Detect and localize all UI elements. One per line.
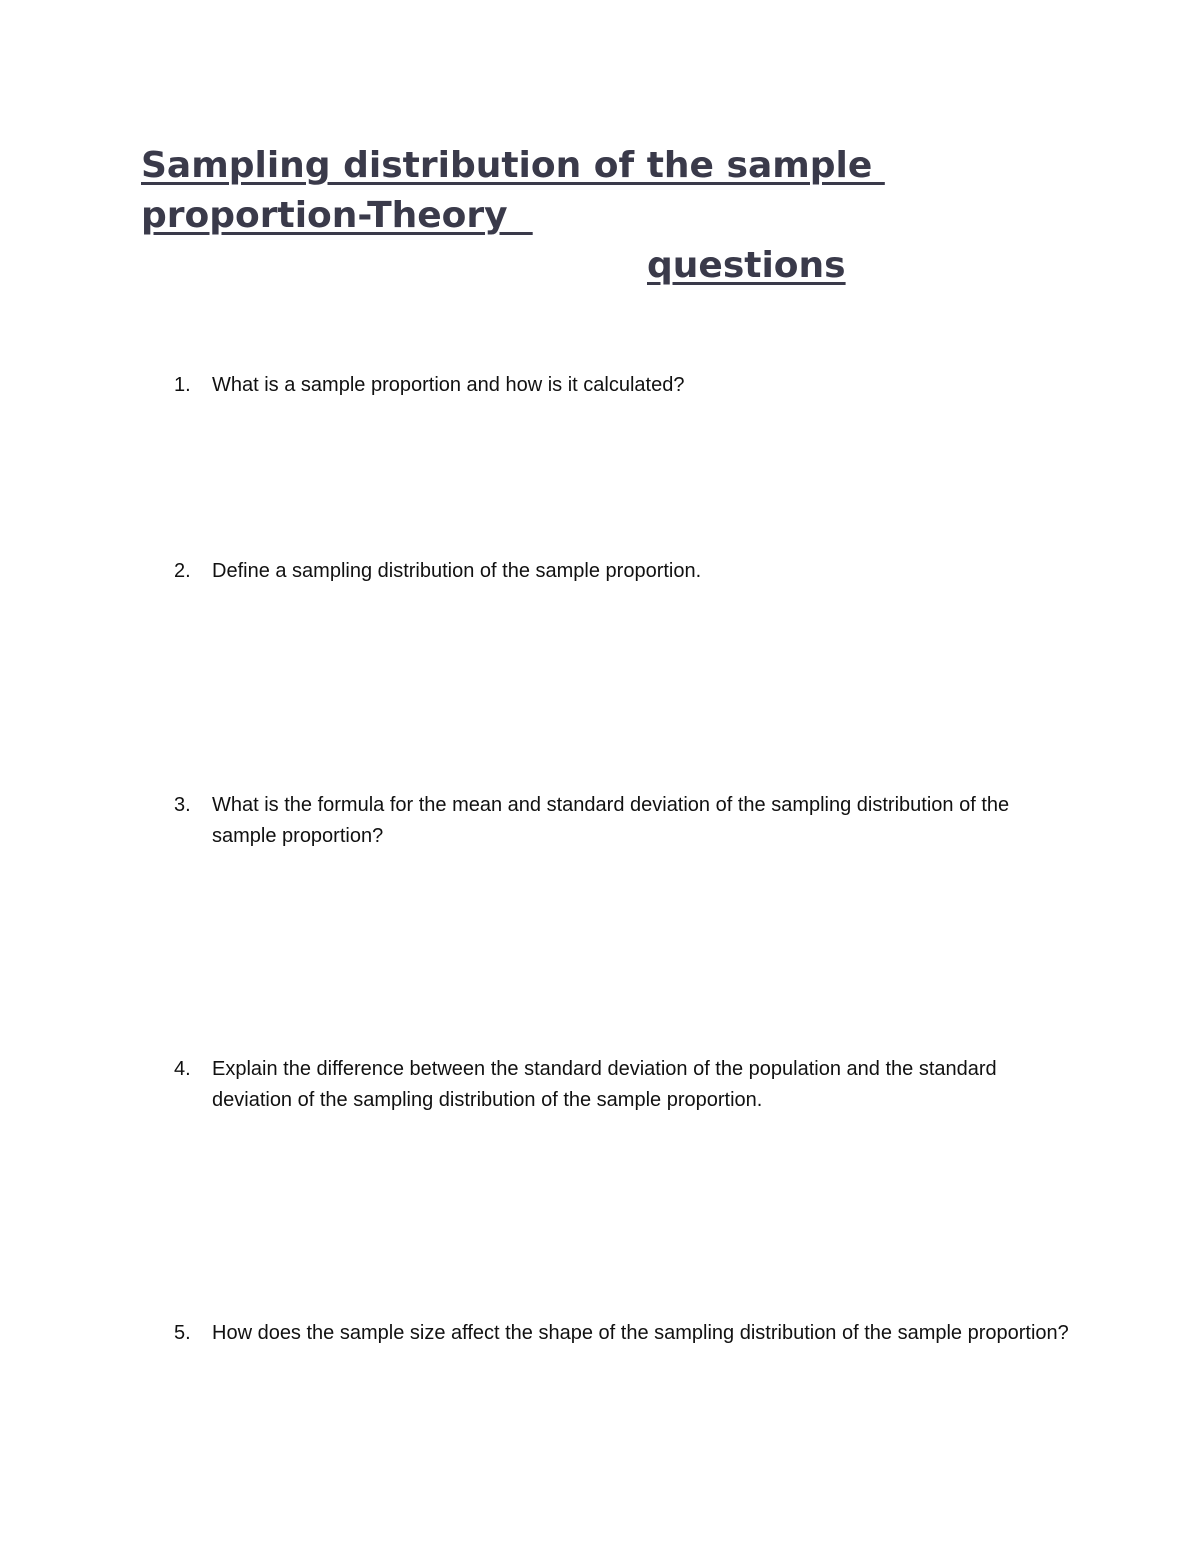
document-title-line-1: Sampling distribution of the sample (141, 145, 885, 186)
document-title-line-2: proportion-Theory (141, 195, 533, 236)
question-item-4 (174, 1054, 1074, 1116)
question-item-5 (174, 1318, 1074, 1349)
question-number: 1. (174, 374, 191, 396)
question-text: Define a sampling distribution of the sample proportion. (212, 560, 702, 582)
document-title-line-3: questions (647, 245, 846, 286)
question-text: How does the sample size affect the shape of the sampling distribution of the sample proportion? (212, 1322, 1069, 1344)
question-number: 2. (174, 560, 191, 582)
question-item-3 (174, 790, 1074, 852)
question-text: What is a sample proportion and how is it calculated? (212, 374, 685, 396)
question-item-1 (174, 370, 1074, 401)
question-item-2 (174, 556, 1074, 587)
question-number: 5. (174, 1322, 191, 1344)
question-text: Explain the difference between the standard deviation of the population and the standard deviation of the sampling distribution of the sample proportion. (212, 1058, 997, 1111)
question-number: 3. (174, 794, 191, 816)
question-text: What is the formula for the mean and standard deviation of the sampling distribution of the sample proportion? (212, 794, 1010, 847)
question-number: 4. (174, 1058, 191, 1080)
